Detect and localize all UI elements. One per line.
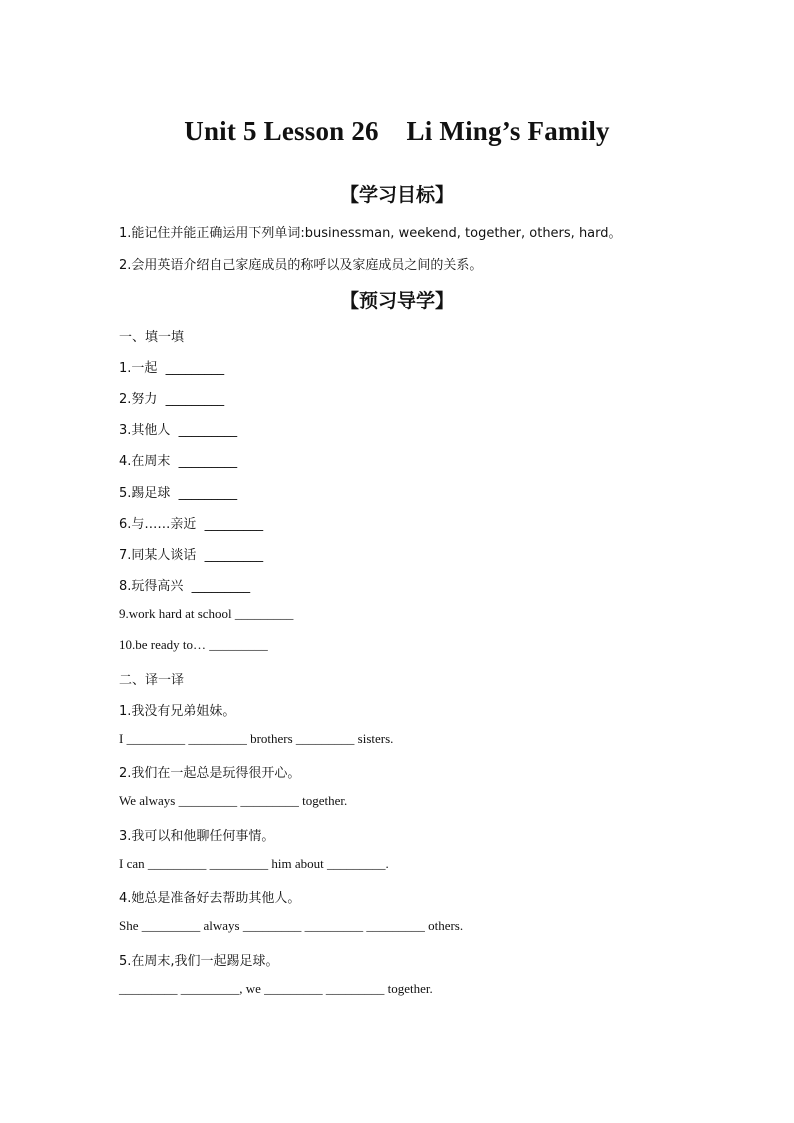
fill-item: 8.玩得高兴 _________: [119, 579, 251, 594]
fill-item: 5.踢足球 _________: [119, 486, 238, 501]
translate-answer-line: I _________ _________ brothers _________ sisters.: [119, 731, 394, 746]
objectives-heading: 【学习目标】: [339, 184, 454, 206]
fill-item: 9.work hard at school _________: [119, 606, 294, 621]
translate-answer-line: I can _________ _________ him about _________.: [119, 856, 389, 871]
objective-item: 1.能记住并能正确运用下列单词:businessman, weekend, together, others, hard。: [119, 226, 622, 241]
translate-prompt: 4.她总是准备好去帮助其他人。: [119, 891, 301, 906]
translate-prompt: 1.我没有兄弟姐妹。: [119, 704, 236, 719]
translate-section-title: 二、译一译: [119, 673, 185, 688]
fill-item: 4.在周末 _________: [119, 454, 238, 469]
fill-item: 7.同某人谈话 _________: [119, 548, 264, 563]
fill-item: 6.与……亲近 _________: [119, 517, 264, 532]
fill-item: 10.be ready to… _________: [119, 637, 268, 652]
translate-prompt: 5.在周末,我们一起踢足球。: [119, 954, 279, 969]
objective-item: 2.会用英语介绍自己家庭成员的称呼以及家庭成员之间的关系。: [119, 258, 483, 273]
fill-item: 2.努力 _________: [119, 392, 225, 407]
translate-prompt: 3.我可以和他聊任何事情。: [119, 829, 275, 844]
fill-item: 1.一起 _________: [119, 361, 225, 376]
fill-item: 3.其他人 _________: [119, 423, 238, 438]
translate-answer-line: We always _________ _________ together.: [119, 793, 348, 808]
translate-answer-line: _________ _________, we _________ _________ together.: [119, 981, 433, 996]
translate-prompt: 2.我们在一起总是玩得很开心。: [119, 766, 301, 781]
preview-heading: 【预习导学】: [339, 290, 454, 312]
fill-section-title: 一、填一填: [119, 330, 185, 345]
translate-answer-line: She _________ always _________ _________ _________ others.: [119, 918, 464, 933]
page-title: Unit 5 Lesson 26 Li Ming’s Family: [184, 116, 610, 146]
